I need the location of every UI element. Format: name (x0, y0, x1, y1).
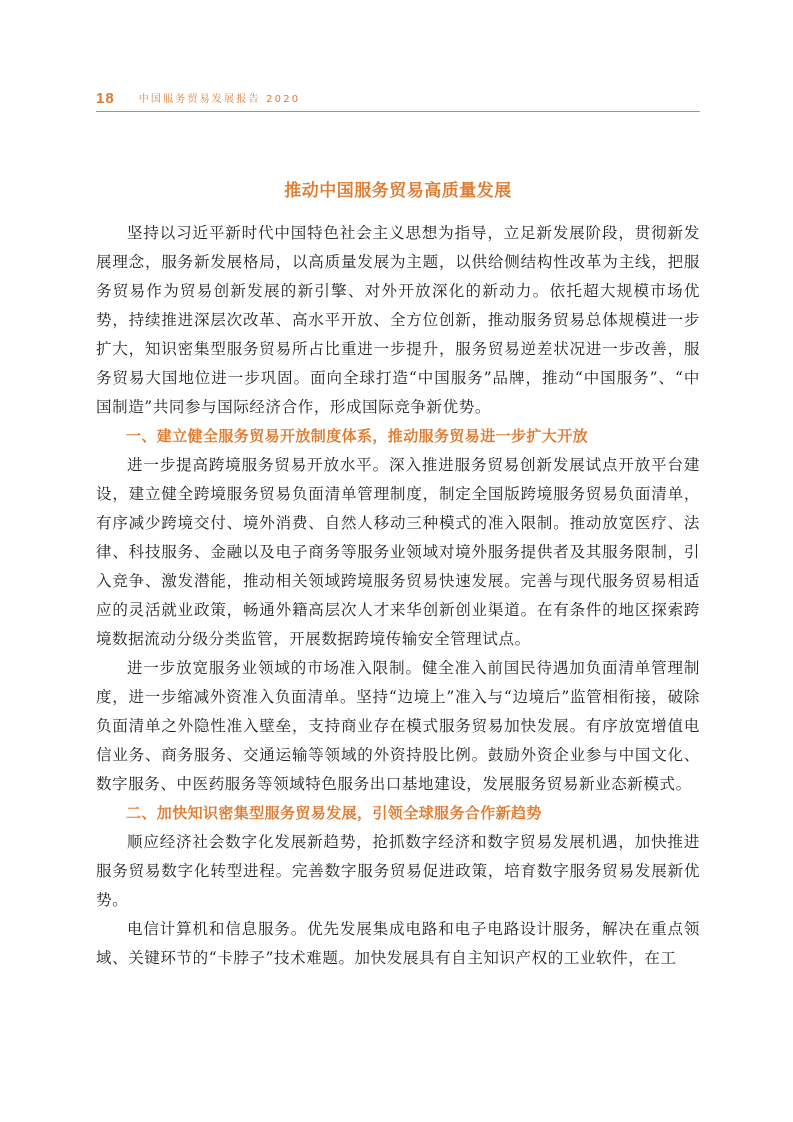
document-body (96, 176, 700, 973)
running-title: 中国服务贸易发展报告 2020 (138, 94, 301, 105)
page-header (96, 89, 700, 112)
section-1 (96, 422, 700, 799)
body-paragraph: 电信计算机和信息服务。优先发展集成电路和电子电路设计服务，解决在重点领域、关键环节的“卡脖子”技术难题。加快发展具有自主知识产权的工业软件，在工 (96, 920, 700, 967)
body-paragraph: 进一步提高跨境服务贸易开放水平。深入推进服务贸易创新发展试点开放平台建设，建立健全跨境服务贸易负面清单管理制度，制定全国版跨境服务贸易负面清单，有序减少跨境交付、境外消费、自然人移动三种模式的准入限制。推动放宽医疗、法律、科技服务、金融以及电子商务等服务业领域对境外服务提供者及其服务限制，引入竞争、激发潜能，推动相关领域跨境服务贸易快速发展。完善与现代服务贸易相适应的灵活就业政策，畅通外籍高层次人才来华创新创业渠道。在有条件的地区探索跨境数据流动分级分类监管，开展数据跨境传输安全管理试点。 (96, 456, 700, 648)
body-paragraph: 进一步放宽服务业领域的市场准入限制。健全准入前国民待遇加负面清单管理制度，进一步缩减外资准入负面清单。坚持“边境上”准入与“边境后”监管相衔接，破除负面清单之外隐性准入壁垒，支持商业存在模式服务贸易加快发展。有序放宽增值电信业务、商务服务、交通运输等领域的外资持股比例。鼓励外资企业参与中国文化、数字服务、中医药服务等领域特色服务出口基地建设，发展服务贸易新业态新模式。 (96, 659, 700, 793)
document-title: 推动中国服务贸易高质量发展 (284, 181, 512, 201)
intro-paragraph: 坚持以习近平新时代中国特色社会主义思想为指导，立足新发展阶段，贯彻新发展理念，服务新发展格局，以高质量发展为主题，以供给侧结构性改革为主线，把服务贸易作为贸易创新发展的新引擎、对外开放深化的新动力。依托超大规模市场优势，持续推进深层次改革、高水平开放、全方位创新，推动服务贸易总体规模进一步扩大，知识密集型服务贸易所占比重进一步提升，服务贸易逆差状况进一步改善，服务贸易大国地位进一步巩固。面向全球打造“中国服务”品牌，推动“中国服务”、“中国制造”共同参与国际经济合作，形成国际竞争新优势。 (96, 224, 700, 416)
page-number: 18 (96, 90, 115, 107)
body-paragraph: 顺应经济社会数字化发展新趋势，抢抓数字经济和数字贸易发展机遇，加快推进服务贸易数字化转型进程。完善数字服务贸易促进政策，培育数字服务贸易发展新优势。 (96, 833, 700, 909)
section-2 (96, 799, 700, 973)
section-heading: 二、加快知识密集型服务贸易发展，引领全球服务合作新趋势 (126, 804, 542, 822)
section-heading: 一、建立健全服务贸易开放制度体系，推动服务贸易进一步扩大开放 (126, 427, 589, 445)
